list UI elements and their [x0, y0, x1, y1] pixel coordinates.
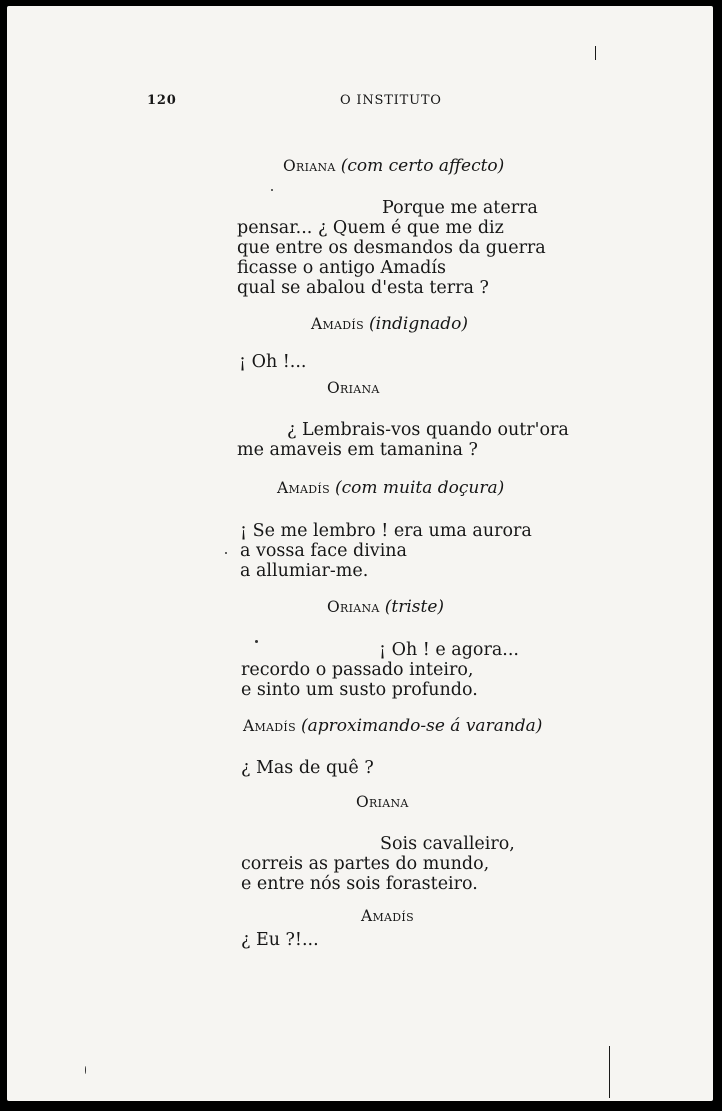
stage-direction: (com certo affecto): [340, 156, 505, 176]
speaker-name: Amadís: [361, 907, 414, 925]
verse-line: correis as partes do mundo,: [241, 854, 490, 874]
verse-line: pensar... ¿ Quem é que me diz: [237, 218, 504, 238]
speaker-heading: [311, 314, 468, 334]
verse-line: a allumiar-me.: [240, 561, 369, 581]
speaker-heading: [277, 478, 504, 498]
speaker-heading: [283, 156, 504, 176]
verse-line: e sinto um susto profundo.: [241, 680, 478, 700]
verse-line: que entre os desmandos da guerra: [237, 238, 546, 258]
speaker-name: Oriana: [283, 157, 336, 175]
speaker-name: Amadís: [311, 315, 364, 333]
verse-line: Porque me aterra: [382, 198, 538, 218]
speaker-name: Oriana: [327, 598, 380, 616]
verse-line: e entre nós sois forasteiro.: [241, 874, 478, 894]
speaker-heading: [327, 378, 380, 397]
speaker-name: Amadís: [243, 717, 296, 735]
verse-line: ¡ Se me lembro ! era uma aurora: [240, 521, 532, 541]
verse-line: recordo o passado inteiro,: [241, 660, 474, 680]
scan-crease-line: [595, 46, 596, 60]
scan-speck: [271, 189, 273, 191]
scan-speck: [255, 640, 258, 643]
verse-line: ¡ Oh !...: [239, 352, 307, 372]
verse-line: ficasse o antigo Amadís: [237, 258, 446, 278]
stage-direction: (aproximando-se á varanda): [301, 716, 543, 736]
verse-line: ¿ Lembrais-vos quando outr'ora: [287, 420, 569, 440]
stage-direction: (com muita doçura): [335, 478, 505, 498]
stage-direction: (indignado): [369, 314, 469, 334]
speaker-name: Amadís: [277, 479, 330, 497]
verse-line: a vossa face divina: [240, 541, 407, 561]
verse-line: ¿ Mas de quê ?: [241, 758, 374, 778]
scan-speck: [85, 1066, 86, 1074]
book-page: [7, 6, 713, 1101]
verse-line: ¿ Eu ?!...: [241, 930, 319, 950]
verse-line: qual se abalou d'esta terra ?: [237, 278, 489, 298]
speaker-heading: [327, 597, 444, 617]
verse-line: ¡ Oh ! e agora...: [379, 640, 519, 660]
speaker-heading: [243, 716, 542, 736]
scan-crease-line: [609, 1046, 610, 1098]
speaker-heading: [361, 906, 414, 925]
stage-direction: (triste): [384, 597, 445, 617]
verse-line: me amaveis em tamanina ?: [237, 440, 478, 460]
page-number: 120: [147, 93, 177, 108]
verse-line: Sois cavalleiro,: [380, 834, 515, 854]
speaker-name: Oriana: [327, 379, 380, 397]
speaker-name: Oriana: [356, 793, 409, 811]
speaker-heading: [356, 792, 409, 811]
running-title: O INSTITUTO: [340, 93, 442, 108]
scan-speck: [225, 552, 227, 554]
